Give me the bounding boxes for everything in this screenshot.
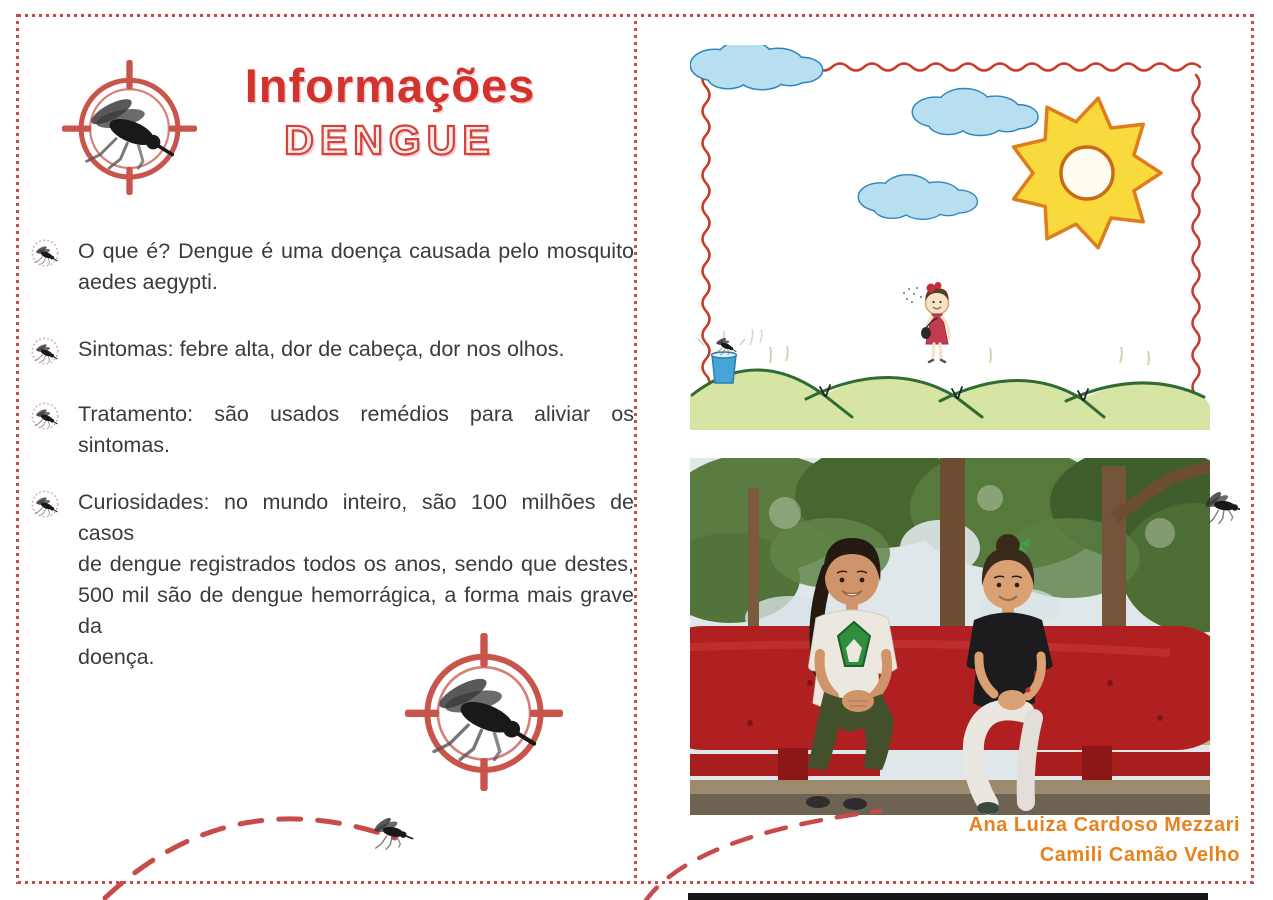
cloud-3 [859, 175, 977, 218]
credit-name: Ana Luiza Cardoso Mezzari [968, 814, 1240, 836]
bullet-text-line: Curiosidades: no mundo inteiro, são 100 milhões de casos [78, 490, 634, 545]
flying-mosquito-icon [371, 812, 414, 851]
childs-drawing [690, 45, 1210, 430]
title-dengue: DENGUE [284, 117, 496, 163]
title-informacoes: Informações [244, 59, 536, 112]
dashed-trail-left [105, 819, 395, 898]
bullet-text-line: O que é? Dengue é uma doença causada pelo mosquito [78, 239, 634, 263]
mosquito-bullet-icon [30, 489, 60, 519]
mosquito-swarm-dots [903, 287, 922, 303]
mosquito-target-icon [405, 633, 563, 791]
bullet-item-symptoms [30, 334, 634, 366]
bullet-list [30, 236, 634, 673]
bullet-text-line: 500 mil são de dengue hemorrágica, a forma mais grave da [78, 583, 634, 638]
credit-name: Camili Camão Velho [1039, 844, 1240, 866]
author-credits [820, 810, 1240, 870]
bullet-item-what-is [30, 236, 634, 298]
page-title [215, 58, 565, 164]
mosquito-icon [1196, 484, 1240, 524]
hills-drawing [690, 370, 1210, 430]
mosquito-bullet-icon [30, 238, 60, 268]
photo-two-girls [690, 458, 1210, 815]
cloud-2 [913, 89, 1037, 135]
bullet-item-treatment [30, 399, 634, 461]
cloud-drawings [691, 45, 822, 89]
bullet-text-line: Tratamento: são usados remédios para aliviar os sintomas. [78, 402, 634, 457]
bullet-text-line: aedes aegypti. [78, 270, 218, 294]
mosquito-bullet-icon [30, 401, 60, 431]
mosquito-bullet-icon [30, 336, 60, 366]
drawn-girl [903, 282, 949, 362]
bullet-text-line: doença. [78, 645, 155, 669]
border-right [1251, 14, 1254, 884]
page-divider [634, 14, 637, 884]
border-left [16, 14, 19, 884]
bullet-text-line: Sintomas: febre alta, dor de cabeça, dor nos olhos. [78, 337, 565, 361]
next-page-photo-edge [688, 893, 1208, 900]
grass-scribbles [770, 346, 1149, 365]
bullet-text-line: de dengue registrados todos os anos, sendo que destes, [78, 552, 634, 576]
mosquito-target-icon [62, 60, 197, 195]
